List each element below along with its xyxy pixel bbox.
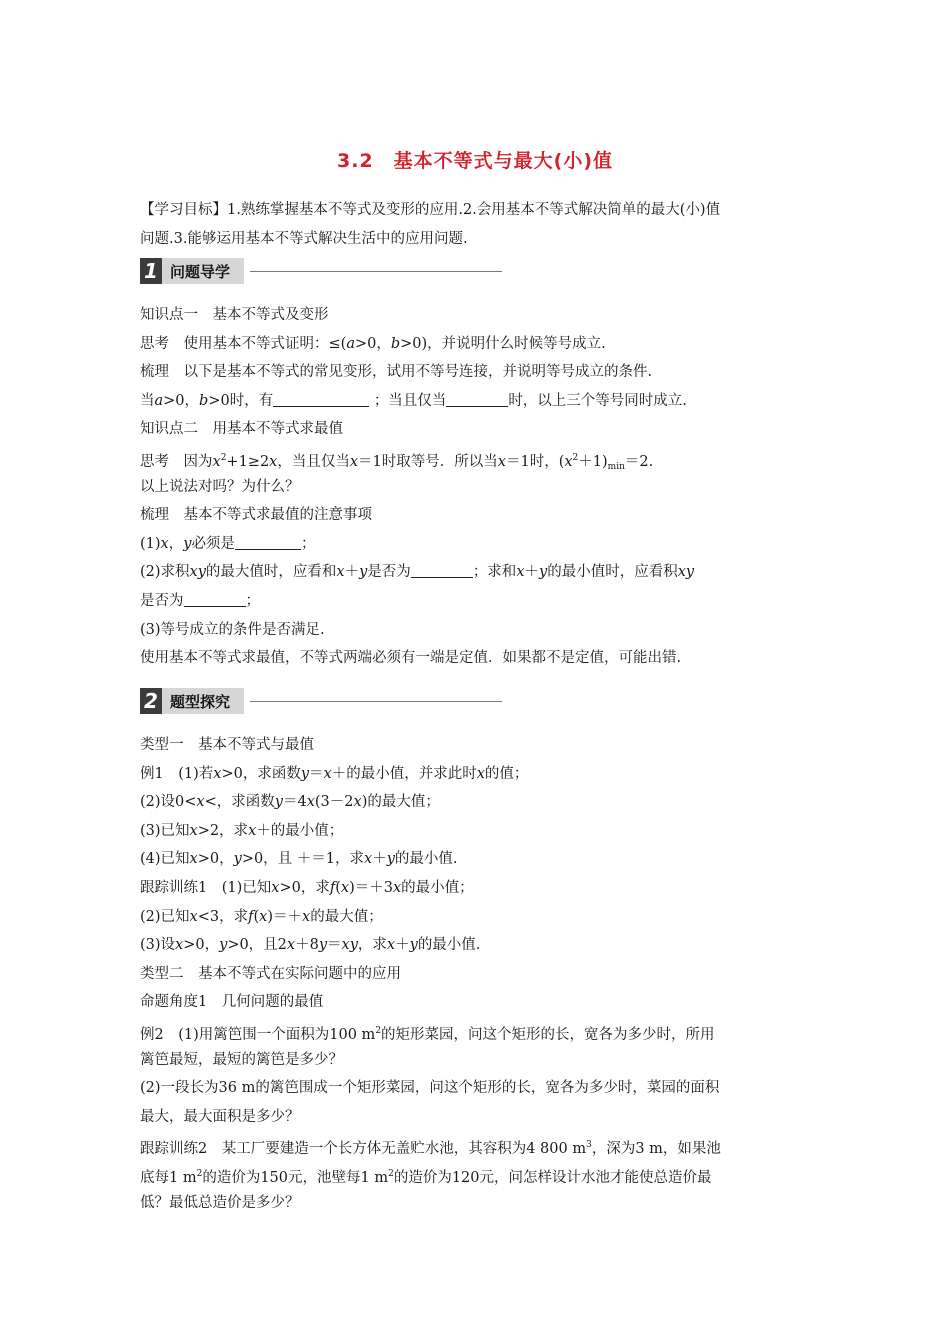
goals-tag: 【学习目标】: [140, 202, 227, 218]
example-1-part-3: (3)已知x>2，求x＋的最小值；: [140, 822, 344, 839]
training-1-part-2: (2)已知x<3，求f(x)＝＋x的最大值；: [140, 908, 383, 925]
knowledge-point-1: 知识点一 基本不等式及变形: [140, 307, 329, 323]
training-2-line-1: 跟踪训练2 某工厂要建造一个长方体无盖贮水池，其容积为4 800 $m^3$，深为3 m，如果池: [140, 1140, 721, 1158]
section-label: 题型探究: [162, 688, 244, 714]
answer-blank[interactable]: [184, 591, 246, 607]
example-1-part-1: 例1 (1)若x>0，求函数y＝x＋的最小值，并求此时x的值；: [140, 765, 529, 782]
section-header-1: [140, 258, 502, 284]
think-2-question: 以上说法对吗？为什么？: [140, 478, 300, 495]
section-rule: [250, 701, 502, 702]
section-number: 1: [140, 258, 162, 284]
learning-goals: [140, 196, 812, 254]
section-number: 2: [140, 688, 162, 714]
section-2-content: [140, 731, 814, 1217]
page-title: 3.2 基本不等式与最大(小)值: [336, 150, 614, 172]
usage-note: 使用基本不等式求最值，不等式两端必须有一端是定值．如果都不是定值，可能出错.: [140, 650, 682, 667]
answer-blank[interactable]: [273, 391, 369, 407]
answer-blank[interactable]: [446, 391, 508, 407]
section-rule: [250, 271, 502, 272]
training-1-part-1: 跟踪训练1 (1)已知x>0，求f(x)＝＋3x的最小值；: [140, 879, 474, 896]
example-1-part-2: (2)设0<x<，求函数y＝4x(3－2x)的最大值；: [140, 794, 440, 811]
training-1-part-3: (3)设x>0，y>0，且2x＋8y＝xy，求x＋y的最小值.: [140, 937, 481, 954]
section-1-content: [140, 301, 814, 673]
answer-blank[interactable]: [411, 562, 473, 578]
sort-1: 梳理 以下是基本不等式的常见变形，试用不等号连接，并说明等号成立的条件.: [140, 364, 653, 381]
section-label: 问题导学: [162, 258, 244, 284]
note-3: (3)等号成立的条件是否满足.: [140, 621, 325, 638]
training-2-line-3: 低？最低总造价是多少？: [140, 1194, 300, 1211]
note-2: (2)求积xy的最大值时，应看和x＋y是否为 ；求和x＋y的最小值时，应看积xy: [140, 564, 695, 581]
answer-blank[interactable]: [235, 534, 301, 550]
example-2-line-1: 例2 (1)用篱笆围一个面积为100 $m^2$的矩形菜园，问这个矩形的长，宽各为多少时，所用: [140, 1025, 715, 1043]
section-header-2: [140, 688, 502, 714]
training-2-line-2: 底每1 $m^2$的造价为150元，池壁每1 $m^2$的造价为120元，问怎样设计水池才能使总造价最: [140, 1168, 712, 1186]
example-2-line-2: 篱笆最短，最短的篱笆是多少？: [140, 1051, 343, 1068]
example-2-line-3: (2)一段长为36 m的篱笆围成一个矩形菜园，问这个矩形的长，宽各为多少时，菜园的面积: [140, 1080, 720, 1097]
example-1-part-4: (4)已知x>0，y>0，且 ＋＝1，求x＋y的最小值.: [140, 851, 458, 868]
sort-2: 梳理 基本不等式求最值的注意事项: [140, 507, 372, 524]
think-1: 思考 使用基本不等式证明：≤(a>0，b>0)，并说明什么时候等号成立.: [140, 335, 606, 352]
example-2-line-4: 最大，最大面积是多少？: [140, 1108, 300, 1125]
condition-line: 当a>0，b>0时，有 ；当且仅当 时，以上三个等号同时成立.: [140, 392, 687, 409]
knowledge-point-2: 知识点二 用基本不等式求最值: [140, 421, 343, 438]
note-1: (1)x，y必须是 ；: [140, 535, 316, 552]
goals-line-2: 问题.3.能够运用基本不等式解决生活中的应用问题.: [140, 231, 468, 247]
think-2: 思考 因为$x^2+1\ge 2x$，当且仅当x＝1时取等号．所以当x＝1时，$(x^2+1)_{min}=2$.: [140, 452, 654, 472]
angle-1-heading: 命题角度1 几何问题的最值: [140, 994, 324, 1011]
note-2-cont: 是否为 ；: [140, 592, 260, 609]
type-2-heading: 类型二 基本不等式在实际问题中的应用: [140, 965, 401, 982]
type-1-heading: 类型一 基本不等式与最值: [140, 737, 314, 753]
goals-line-1: 1.熟练掌握基本不等式及变形的应用.2.会用基本不等式解决简单的最大(小)值: [227, 202, 721, 218]
